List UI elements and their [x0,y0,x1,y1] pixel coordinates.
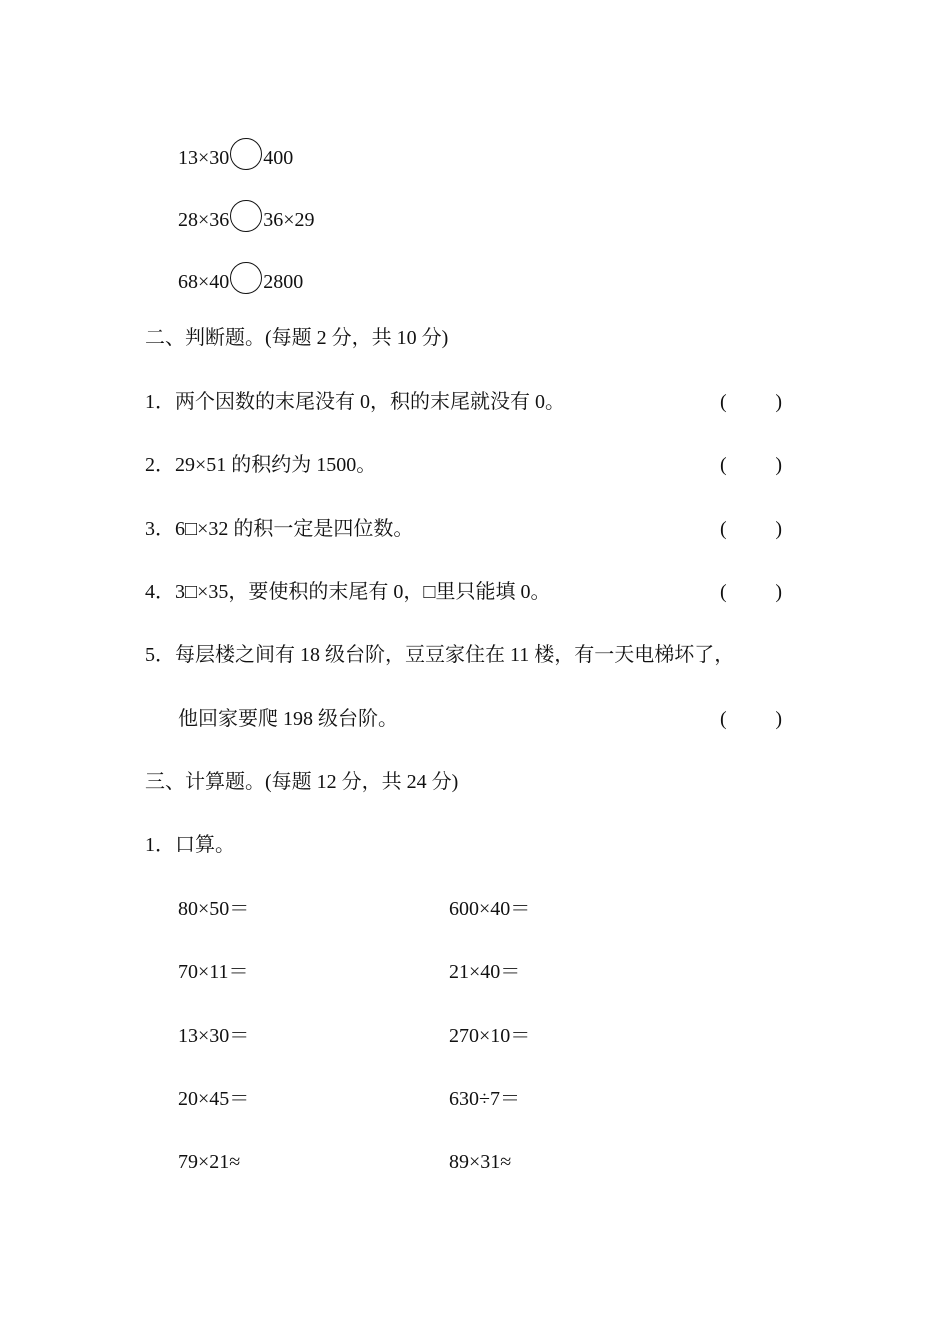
item-number: 4． [145,581,175,603]
item-text: 29×51 的积约为 1500。 [175,454,377,476]
sub-question-1 [145,833,235,857]
paren-open: ( [720,518,727,540]
item-number: 1． [145,834,175,856]
item-text: 两个因数的末尾没有 0，积的末尾就没有 0。 [175,391,565,413]
paren-close: ) [775,518,782,540]
comparison-left: 28×36 [178,209,230,231]
comparison-row [178,200,315,231]
item-number: 3． [145,518,175,540]
comparison-right: 2800 [263,271,304,293]
paren-open: ( [720,581,727,603]
answer-parentheses[interactable] [720,580,782,604]
paren-open: ( [720,391,727,413]
oral-calc-left: 79×21≈ [178,1151,241,1173]
judge-item-3 [145,517,413,541]
comparison-row [178,138,294,169]
answer-parentheses[interactable] [720,707,782,731]
oral-calc-right: 630÷7＝ [449,1088,520,1110]
judge-item-1 [145,390,565,414]
answer-parentheses[interactable] [720,390,782,414]
item-text: 6□×32 的积一定是四位数。 [175,518,414,540]
judge-item-5-continued: 他回家要爬 198 级台阶。 [178,708,398,730]
sub-question-label: 口算。 [175,834,235,856]
judge-item-5 [145,643,734,667]
compare-circle[interactable] [230,200,262,232]
section3-title: 三、计算题。(每题 12 分，共 24 分) [145,771,459,793]
oral-calc-left: 70×11＝ [178,961,249,983]
compare-circle[interactable] [230,262,262,294]
oral-calc-left: 80×50＝ [178,898,250,920]
comparison-left: 68×40 [178,271,230,293]
oral-calc-right: 89×31≈ [449,1151,512,1173]
compare-circle[interactable] [230,138,262,170]
oral-calc-right: 600×40＝ [449,898,531,920]
oral-calc-right: 270×10＝ [449,1025,531,1047]
comparison-left: 13×30 [178,147,230,169]
item-text: 每层楼之间有 18 级台阶，豆豆家住在 11 楼，有一天电梯坏了， [175,644,735,666]
judge-item-2 [145,453,376,477]
answer-parentheses[interactable] [720,517,782,541]
comparison-right: 400 [263,147,294,169]
item-number: 2． [145,454,175,476]
item-number: 1． [145,391,175,413]
comparison-right: 36×29 [263,209,315,231]
paren-open: ( [720,454,727,476]
answer-parentheses[interactable] [720,453,782,477]
paren-close: ) [775,581,782,603]
item-text: 3□×35，要使积的末尾有 0，□里只能填 0。 [175,581,551,603]
oral-calc-left: 13×30＝ [178,1025,250,1047]
judge-item-4 [145,580,550,604]
section2-title: 二、判断题。(每题 2 分，共 10 分) [145,327,449,349]
oral-calc-right: 21×40＝ [449,961,521,983]
paren-close: ) [775,391,782,413]
paren-close: ) [775,708,782,730]
paren-close: ) [775,454,782,476]
comparison-row [178,262,304,293]
oral-calc-left: 20×45＝ [178,1088,250,1110]
item-number: 5． [145,644,175,666]
paren-open: ( [720,708,727,730]
